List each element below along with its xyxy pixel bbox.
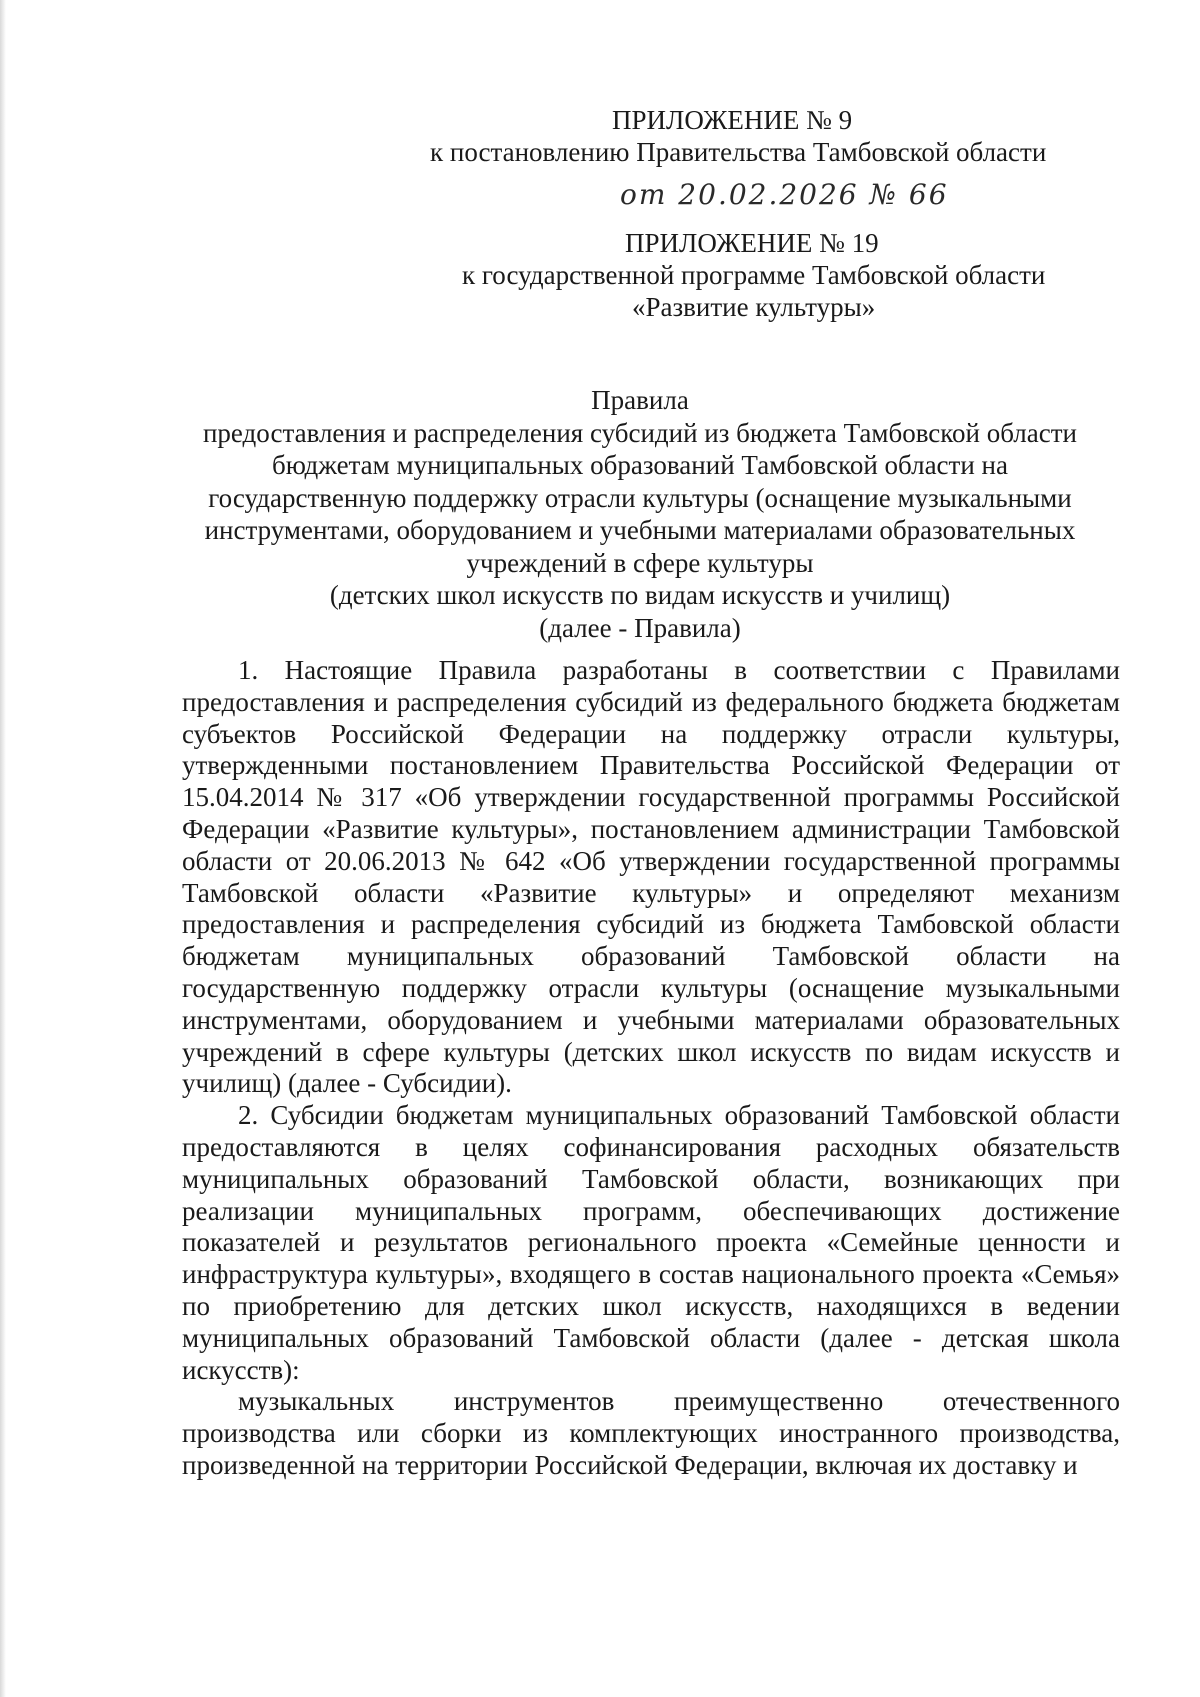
title-line: бюджетам муниципальных образований Тамбовской области на xyxy=(272,450,1008,480)
paragraph-3: музыкальных инструментов преимущественно отечественного производства или сборки из комплектующих иностранного производства, произведенной на территории Российской Федерации, включая их доставку и xyxy=(182,1386,1120,1480)
paragraph-2: 2. Субсидии бюджетам муниципальных образований Тамбовской области предоставляются в целях софинансирования расходных обязательств муниципальных образований Тамбовской области, возникающих при реализации муниципальных программ, обеспечивающих достижение показателей и результатов регионального проекта «Семейные ценности и инфраструктура культуры», входящего в состав национального проекта «Семья» по приобретению для детских школ искусств, находящихся в ведении муниципальных образований Тамбовской области (далее - детская школа искусств): xyxy=(182,1100,1120,1385)
appendix-19-reference: к государственной программе Тамбовской области xyxy=(462,260,1046,290)
title-line: предоставления и распределения субсидий из бюджета Тамбовской области xyxy=(202,417,1077,448)
title-line: государственную поддержку отрасли культуры (оснащение музыкальными xyxy=(208,482,1072,513)
title-line: учреждений в сфере культуры xyxy=(466,547,814,578)
program-name: «Развитие культуры» xyxy=(632,292,876,322)
title-line: (детских школ искусств по видам искусств и училищ) xyxy=(329,580,951,610)
title-line: Правила xyxy=(591,385,689,415)
appendix-9-reference: к постановлению Правительства Тамбовской области xyxy=(430,137,1047,167)
paragraph-1: 1. Настоящие Правила разработаны в соответствии с Правилами предоставления и распределения субсидий из федерального бюджета бюджетам субъектов Российской Федерации на поддержку отрасли культуры, утвержденными постановлением Правительства Российской Федерации от 15.04.2014 № 317 «Об утверждении государственной программы Российской Федерации «Развитие культуры», постановлением администрации Тамбовской области от 20.06.2013 № 642 «Об утверждении государственной программы Тамбовской области «Развитие культуры» и определяют механизм предоставления и распределения субсидий из бюджета Тамбовской области бюджетам муниципальных образований Тамбовской области на государственную поддержку отрасли культуры (оснащение музыкальными инструментами, оборудованием и учебными материалами образовательных учреждений в сфере культуры (детских школ искусств по видам искусств и училищ) (далее - Субсидии). xyxy=(182,655,1120,1099)
document-body xyxy=(182,655,1120,1482)
title-line: (далее - Правила) xyxy=(539,612,741,643)
scan-edge xyxy=(0,0,6,1697)
document-title xyxy=(180,384,1100,644)
appendix-9-label: ПРИЛОЖЕНИЕ № 9 xyxy=(612,105,853,135)
title-line: инструментами, оборудованием и учебными материалами образовательных xyxy=(204,515,1076,545)
handwritten-date-signature: от 20.02.2026 № 66 xyxy=(620,178,949,211)
appendix-19-label: ПРИЛОЖЕНИЕ № 19 xyxy=(625,228,879,258)
